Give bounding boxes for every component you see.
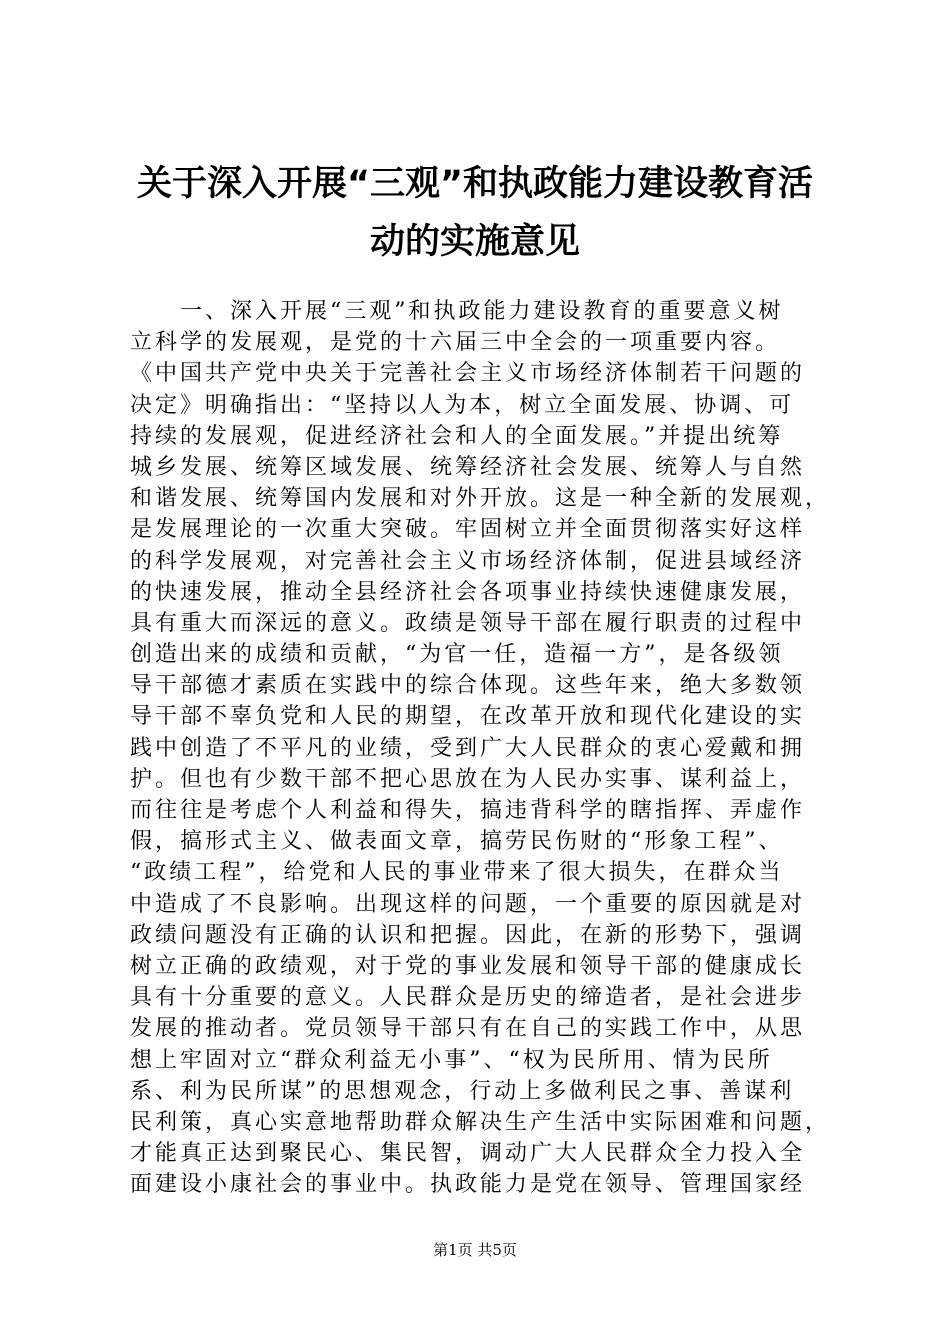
- body-line: “政绩工程”，给党和人民的事业带来了很大损失，在群众当: [130, 860, 784, 886]
- page-number-footer: 第1页 共5页: [433, 1241, 517, 1259]
- body-line: 护。但也有少数干部不把心思放在为人民办实事、谋利益上，: [130, 766, 806, 792]
- body-line: 立科学的发展观，是党的十六届三中全会的一项重要内容。: [130, 330, 781, 356]
- body-line: 创造出来的成绩和贡献，“为官一任，造福一方”，是各级领: [130, 642, 784, 668]
- body-line: 系、利为民所谋”的思想观念，行动上多做利民之事、善谋利: [130, 1078, 795, 1104]
- body-line: 而往往是考虑个人利益和得失，搞违背科学的瞎指挥、弄虚作: [130, 798, 806, 823]
- body-line: 民利策，真心实意地帮助群众解决生产生活中实际困难和问题，: [130, 1109, 831, 1135]
- body-line: 中造成了不良影响。出现这样的问题，一个重要的原因就是对: [130, 891, 806, 917]
- document-body: [130, 296, 832, 1200]
- body-line: 持续的发展观，促进经济社会和人的全面发展。”并提出统筹: [130, 423, 784, 449]
- body-line: 导干部德才素质在实践中的综合体现。这些年来，绝大多数领: [130, 673, 806, 699]
- body-line: 是发展理论的一次重大突破。牢固树立并全面贯彻落实好这样: [130, 517, 806, 543]
- body-line: 发展的推动者。党员领导干部只有在自己的实践工作中，从思: [130, 1016, 806, 1042]
- body-line: 的快速发展，推动全县经济社会各项事业持续快速健康发展，: [130, 579, 806, 605]
- body-line: 树立正确的政绩观，对于党的事业发展和领导干部的健康成长: [130, 953, 806, 979]
- body-line: 具有重大而深远的意义。政绩是领导干部在履行职责的过程中: [130, 610, 806, 636]
- body-line: 假，搞形式主义、做表面文章，搞劳民伤财的“形象工程”、: [130, 829, 784, 855]
- body-line: 导干部不辜负党和人民的期望，在改革开放和现代化建设的实: [130, 704, 806, 730]
- body-line: 具有十分重要的意义。人民群众是历史的缔造者，是社会进步: [130, 985, 806, 1011]
- body-line: 面建设小康社会的事业中。执政能力是党在领导、管理国家经: [130, 1172, 806, 1198]
- body-line: 的科学发展观，对完善社会主义市场经济体制，促进县域经济: [130, 548, 806, 574]
- body-line: 践中创造了不平凡的业绩，受到广大人民群众的衷心爱戴和拥: [130, 735, 806, 761]
- body-line: 一、深入开展“三观”和执政能力建设教育的重要意义树: [180, 299, 784, 324]
- body-line: 和谐发展、统筹国内发展和对外开放。这是一种全新的发展观，: [130, 486, 831, 512]
- document-title-line-1: 关于深入开展“三观”和执政能力建设教育活: [136, 164, 813, 204]
- body-line: 才能真正达到聚民心、集民智，调动广大人民群众全力投入全: [130, 1141, 806, 1167]
- body-line: 《中国共产党中央关于完善社会主义市场经济体制若干问题的: [130, 361, 806, 387]
- body-line: 政绩问题没有正确的认识和把握。因此，在新的形势下，强调: [130, 922, 806, 948]
- body-line: 城乡发展、统筹区域发展、统筹经济社会发展、统筹人与自然: [130, 454, 806, 480]
- document-title-line-2: 动的实施意见: [369, 222, 580, 262]
- body-line: 决定》明确指出：“坚持以人为本，树立全面发展、协调、可: [130, 392, 795, 418]
- body-line: 想上牢固对立“群众利益无小事”、“权为民所用、情为民所: [130, 1047, 773, 1073]
